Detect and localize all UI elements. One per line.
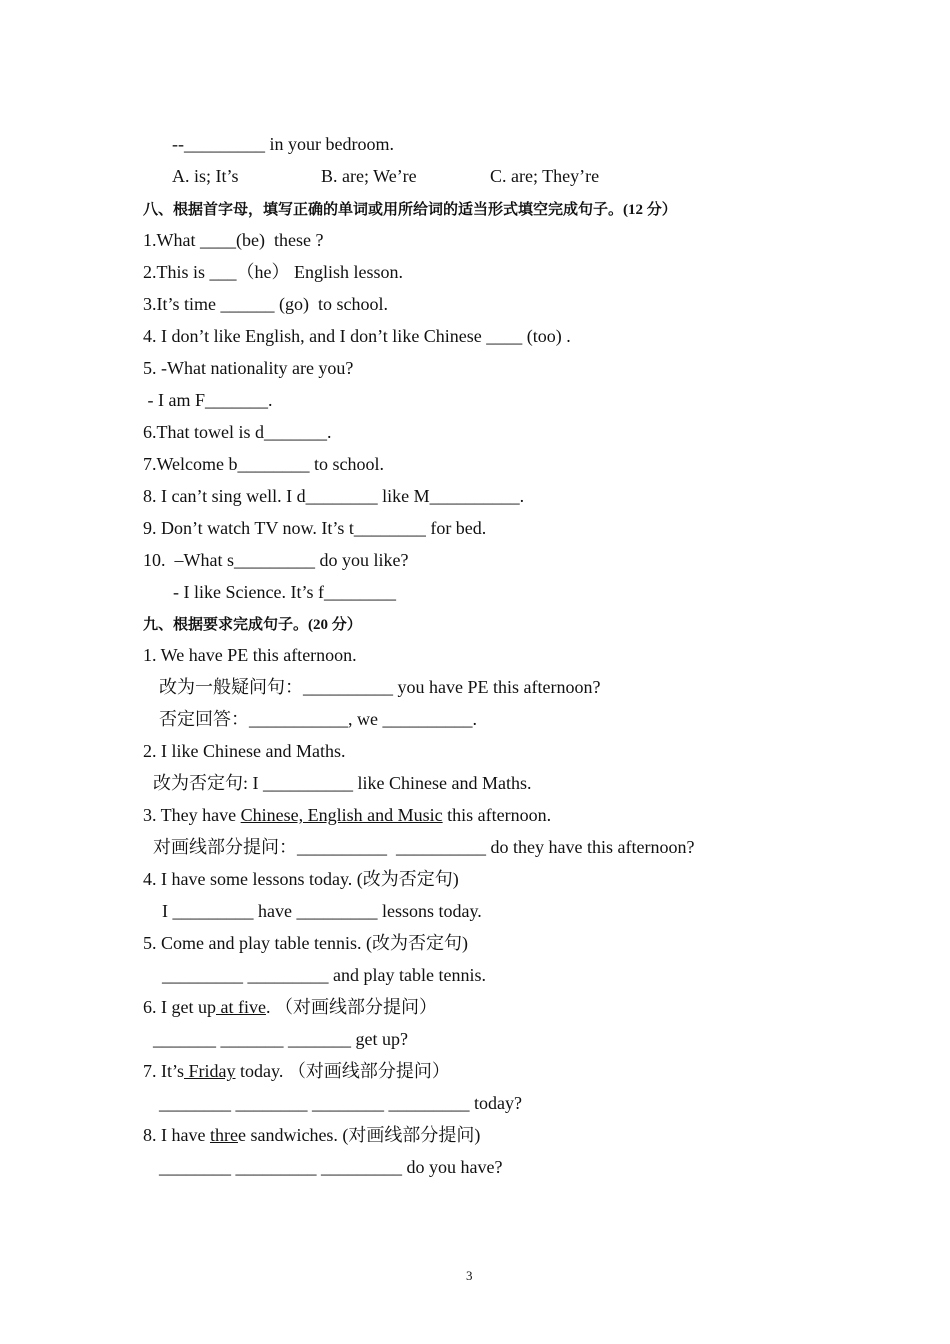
s9-q4-answer: I _________ have _________ lessons today. [162, 901, 482, 921]
s9-q5: 5. Come and play table tennis. (改为否定句) [143, 933, 468, 953]
s8-line-6: - I am F_______. [143, 390, 273, 410]
s9-q3-answer: 对画线部分提问：__________ __________ do they have this afternoon? [153, 837, 695, 857]
s9-q3 [143, 804, 551, 826]
section9-heading: 九、根据要求完成句子。(20 分） [143, 617, 362, 633]
s9-q4: 4. I have some lessons today. (改为否定句) [143, 869, 459, 889]
page-number: 3 [466, 1268, 473, 1283]
s8-line-9: 8. I can’t sing well. I d________ like M__________. [143, 486, 525, 506]
s8-line-4: 4. I don’t like English, and I don’t like Chinese ____ (too) . [143, 326, 571, 346]
s9-q8-underlined: thre [209, 1125, 238, 1145]
s9-q7-underlined: Friday [184, 1061, 236, 1081]
s9-q6-post: . （对画线部分提问） [265, 997, 437, 1017]
option-a: A. is; It’s [172, 166, 239, 186]
s9-q1-answer-b: 否定回答：___________, we __________. [159, 709, 477, 729]
s8-line-8: 7.Welcome b________ to school. [143, 454, 385, 474]
s9-q6-underlined: at five [215, 997, 266, 1017]
option-b: B. are; We’re [321, 166, 417, 186]
s9-q7-pre: 7. It’s [143, 1061, 185, 1081]
s9-q2-answer: 改为否定句: I __________ like Chinese and Maths. [153, 773, 532, 793]
s8-line-11: 10. –What s_________ do you like? [143, 550, 409, 570]
s9-q3-underlined: Chinese, English and Music [240, 805, 443, 825]
s9-q1-answer-a: 改为一般疑问句：__________ you have PE this afternoon? [159, 677, 601, 697]
s9-q3-post: this afternoon. [442, 805, 552, 825]
s8-line-12: - I like Science. It’s f________ [164, 582, 396, 602]
s9-q6-pre: 6. I get up [143, 997, 216, 1017]
s9-q7 [143, 1060, 450, 1082]
s9-q8-pre: 8. I have [143, 1125, 210, 1145]
s8-line-3: 3.It’s time ______ (go) to school. [143, 294, 388, 314]
s9-q3-pre: 3. They have [143, 805, 241, 825]
option-c: C. are; They’re [490, 166, 600, 186]
section8-heading: 八、根据首字母，填写正确的单词或用所给词的适当形式填空完成句子。(12 分） [143, 202, 677, 218]
s8-line-5: 5. -What nationality are you? [143, 358, 354, 378]
s9-q6-answer: _______ _______ _______ get up? [153, 1029, 408, 1049]
s9-q7-answer: ________ ________ ________ _________ today? [159, 1093, 522, 1113]
s9-q6 [143, 996, 437, 1018]
s9-q8 [143, 1124, 480, 1146]
s8-line-2: 2.This is ___（he） English lesson. [143, 262, 403, 282]
s9-q8-answer: ________ _________ _________ do you have? [159, 1157, 503, 1177]
s8-line-10: 9. Don’t watch TV now. It’s t________ for bed. [143, 518, 487, 538]
s8-line-7: 6.That towel is d_______. [143, 422, 332, 442]
s9-q7-post: today. （对画线部分提问） [235, 1061, 450, 1081]
s9-q2: 2. I like Chinese and Maths. [143, 741, 346, 761]
s8-line-1: 1.What ____(be) these ? [143, 230, 324, 250]
prev-answer-line: --_________ in your bedroom. [172, 134, 394, 154]
s9-q1: 1. We have PE this afternoon. [143, 645, 357, 665]
s9-q8-post: e sandwiches. (对画线部分提问) [237, 1125, 481, 1145]
s9-q5-answer: _________ _________ and play table tennis. [162, 965, 486, 985]
